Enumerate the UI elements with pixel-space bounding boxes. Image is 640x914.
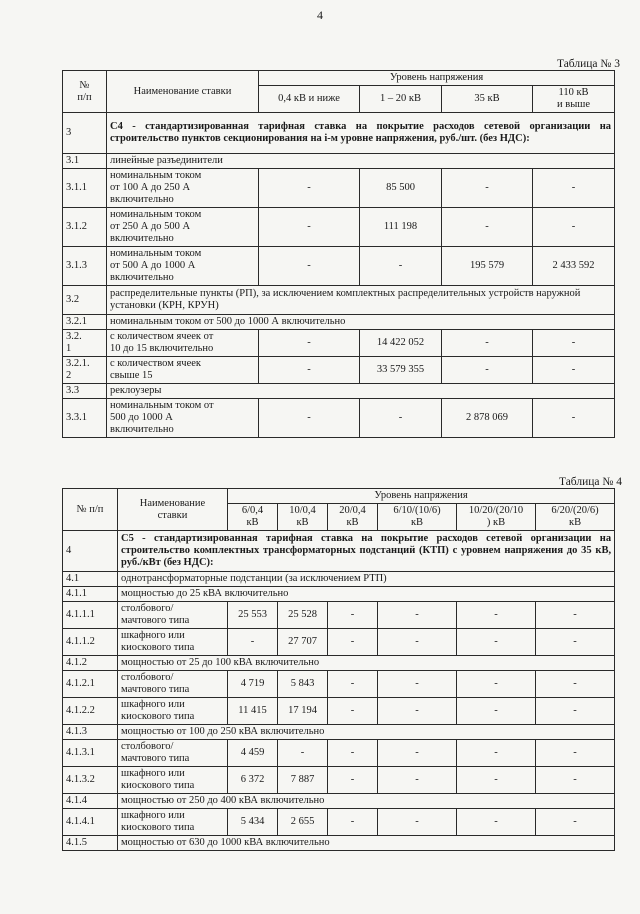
rate-value: - — [378, 629, 457, 656]
rate-value: - — [278, 740, 328, 767]
group-row — [63, 836, 615, 851]
header-level: 110 кВ и выше — [533, 86, 615, 113]
header-voltage-level: Уровень напряжения — [228, 489, 615, 504]
section-title: С4 - стандартизированная тарифная ставка на покрытие расходов сетевой организации на строительство пунктов секционирования на i-м уровне напряжения, руб./шт. (без НДС): — [107, 113, 615, 154]
rate-value: - — [378, 671, 457, 698]
rate-value: - — [457, 740, 536, 767]
row-num: 4.1.4 — [63, 794, 118, 809]
rate-name: шкафного или киоскового типа — [118, 698, 228, 725]
header-num: № п/п — [63, 71, 107, 113]
rate-value: - — [536, 698, 615, 725]
rate-value: 33 579 355 — [360, 357, 442, 384]
row-num: 4.1.5 — [63, 836, 118, 851]
rate-value: - — [259, 399, 360, 438]
rate-value: - — [457, 809, 536, 836]
group-row — [63, 725, 615, 740]
header-num: № п/п — [63, 489, 118, 531]
table-row — [63, 208, 615, 247]
table-row — [63, 330, 615, 357]
rate-name: номинальным током от 500 до 1000 А включительно — [107, 399, 259, 438]
row-num: 4.1.2.2 — [63, 698, 118, 725]
rate-value: 11 415 — [228, 698, 278, 725]
rate-value: - — [378, 767, 457, 794]
group-title: реклоузеры — [107, 384, 615, 399]
table-row — [63, 671, 615, 698]
row-num: 4.1.1.1 — [63, 602, 118, 629]
table-row — [63, 247, 615, 286]
row-num: 3.2.1. 2 — [63, 357, 107, 384]
rate-value: - — [442, 330, 533, 357]
rate-value: 25 553 — [228, 602, 278, 629]
row-num: 4.1.2 — [63, 656, 118, 671]
table-row — [63, 602, 615, 629]
table4-body — [63, 489, 615, 851]
rate-value: - — [457, 671, 536, 698]
section-title: С5 - стандартизированная тарифная ставка на покрытие расходов сетевой организации на строительство комплектных трансформаторных подстанций (КТП) с уровнем напряжения до 35 кВ, руб./кВт (без НДС): — [118, 531, 615, 572]
rate-name: номинальным током от 500 А до 1000 А включительно — [107, 247, 259, 286]
rate-value: - — [328, 698, 378, 725]
rate-value: - — [328, 671, 378, 698]
rate-value: - — [536, 671, 615, 698]
row-num: 3.1.1 — [63, 169, 107, 208]
rate-value: 14 422 052 — [360, 330, 442, 357]
rate-value: - — [533, 169, 615, 208]
group-title: номинальным током от 500 до 1000 А включительно — [107, 315, 615, 330]
rate-value: 27 707 — [278, 629, 328, 656]
header-level: 0,4 кВ и ниже — [259, 86, 360, 113]
table-row — [63, 698, 615, 725]
header-level: 10/0,4 кВ — [278, 504, 328, 531]
table-row — [63, 399, 615, 438]
rate-value: - — [442, 357, 533, 384]
rate-value: - — [228, 629, 278, 656]
row-num: 3 — [63, 113, 107, 154]
group-row — [63, 572, 615, 587]
table-4 — [62, 488, 615, 851]
rate-value: - — [328, 602, 378, 629]
row-num: 3.2. 1 — [63, 330, 107, 357]
group-title: линейные разъединители — [107, 154, 615, 169]
header-level: 1 – 20 кВ — [360, 86, 442, 113]
rate-value: - — [536, 602, 615, 629]
table3-section-row — [63, 113, 615, 154]
rate-value: - — [533, 208, 615, 247]
rate-name: шкафного или киоскового типа — [118, 767, 228, 794]
rate-value: - — [442, 169, 533, 208]
rate-value: 2 655 — [278, 809, 328, 836]
rate-value: - — [328, 629, 378, 656]
rate-value: - — [259, 169, 360, 208]
header-level: 10/20/(20/10 ) кВ — [457, 504, 536, 531]
rate-value: 4 459 — [228, 740, 278, 767]
group-row — [63, 384, 615, 399]
header-name: Наименование ставки — [107, 71, 259, 113]
rate-value: - — [259, 330, 360, 357]
header-level: 20/0,4 кВ — [328, 504, 378, 531]
table3-body — [63, 71, 615, 438]
rate-value: 4 719 — [228, 671, 278, 698]
rate-name: номинальным током от 250 А до 500 А включительно — [107, 208, 259, 247]
header-level: 35 кВ — [442, 86, 533, 113]
rate-value: - — [360, 399, 442, 438]
group-row — [63, 315, 615, 330]
row-num: 4.1.4.1 — [63, 809, 118, 836]
row-num: 3.1 — [63, 154, 107, 169]
rate-name: столбового/ мачтового типа — [118, 602, 228, 629]
table4-caption: Таблица № 4 — [558, 476, 622, 488]
group-row — [63, 587, 615, 602]
table-3 — [62, 70, 615, 438]
rate-value: 111 198 — [360, 208, 442, 247]
table4-header-row — [63, 489, 615, 504]
rate-value: 17 194 — [278, 698, 328, 725]
header-voltage-level: Уровень напряжения — [259, 71, 615, 86]
group-row — [63, 154, 615, 169]
header-name: Наименование ставки — [118, 489, 228, 531]
table-row — [63, 740, 615, 767]
group-title: мощностью от 100 до 250 кВА включительно — [118, 725, 615, 740]
group-title: мощностью от 25 до 100 кВА включительно — [118, 656, 615, 671]
page-number: 4 — [317, 8, 323, 22]
rate-value: - — [378, 602, 457, 629]
rate-value: - — [378, 809, 457, 836]
rate-value: 85 500 — [360, 169, 442, 208]
row-num: 4.1.2.1 — [63, 671, 118, 698]
row-num: 3.3 — [63, 384, 107, 399]
rate-value: - — [360, 247, 442, 286]
rate-value: - — [457, 629, 536, 656]
group-title: мощностью от 630 до 1000 кВА включительно — [118, 836, 615, 851]
table4-section-row — [63, 531, 615, 572]
rate-value: 7 887 — [278, 767, 328, 794]
rate-value: 2 433 592 — [533, 247, 615, 286]
row-num: 3.2 — [63, 286, 107, 315]
table3-caption: Таблица № 3 — [556, 58, 620, 70]
rate-name: шкафного или киоскового типа — [118, 809, 228, 836]
rate-value: - — [378, 740, 457, 767]
row-num: 4 — [63, 531, 118, 572]
rate-name: шкафного или киоскового типа — [118, 629, 228, 656]
rate-value: - — [457, 698, 536, 725]
rate-value: 5 434 — [228, 809, 278, 836]
rate-value: - — [328, 740, 378, 767]
rate-value: 25 528 — [278, 602, 328, 629]
row-num: 4.1.3 — [63, 725, 118, 740]
rate-value: - — [533, 357, 615, 384]
row-num: 3.3.1 — [63, 399, 107, 438]
rate-name: с количеством ячеек от 10 до 15 включительно — [107, 330, 259, 357]
rate-value: - — [536, 767, 615, 794]
table-row — [63, 357, 615, 384]
rate-value: - — [259, 208, 360, 247]
group-title: однотрансформаторные подстанции (за исключением РТП) — [118, 572, 615, 587]
rate-value: - — [536, 809, 615, 836]
rate-value: - — [533, 330, 615, 357]
group-row — [63, 794, 615, 809]
row-num: 3.1.2 — [63, 208, 107, 247]
header-level: 6/10/(10/6) кВ — [378, 504, 457, 531]
row-num: 3.2.1 — [63, 315, 107, 330]
row-num: 4.1.1.2 — [63, 629, 118, 656]
rate-value: - — [259, 247, 360, 286]
rate-value: - — [328, 767, 378, 794]
group-title: распределительные пункты (РП), за исключением комплектных распределительных устройств наружной установки (КРН, КРУН) — [107, 286, 615, 315]
row-num: 3.1.3 — [63, 247, 107, 286]
table-row — [63, 809, 615, 836]
rate-value: - — [536, 629, 615, 656]
row-num: 4.1.1 — [63, 587, 118, 602]
table-row — [63, 629, 615, 656]
rate-value: 6 372 — [228, 767, 278, 794]
table3-header-row — [63, 71, 615, 86]
rate-name: столбового/ мачтового типа — [118, 740, 228, 767]
rate-value: - — [378, 698, 457, 725]
group-row — [63, 286, 615, 315]
rate-value: - — [442, 208, 533, 247]
row-num: 4.1.3.2 — [63, 767, 118, 794]
rate-name: столбового/ мачтового типа — [118, 671, 228, 698]
rate-value: - — [328, 809, 378, 836]
rate-value: 5 843 — [278, 671, 328, 698]
row-num: 4.1.3.1 — [63, 740, 118, 767]
rate-name: с количеством ячеек свыше 15 — [107, 357, 259, 384]
row-num: 4.1 — [63, 572, 118, 587]
group-title: мощностью от 250 до 400 кВА включительно — [118, 794, 615, 809]
rate-value: 2 878 069 — [442, 399, 533, 438]
rate-value: - — [259, 357, 360, 384]
rate-value: - — [536, 740, 615, 767]
rate-value: - — [457, 767, 536, 794]
rate-value: 195 579 — [442, 247, 533, 286]
table-row — [63, 169, 615, 208]
rate-value: - — [533, 399, 615, 438]
header-level: 6/0,4 кВ — [228, 504, 278, 531]
rate-name: номинальным током от 100 А до 250 А включительно — [107, 169, 259, 208]
group-title: мощностью до 25 кВА включительно — [118, 587, 615, 602]
group-row — [63, 656, 615, 671]
table-row — [63, 767, 615, 794]
header-level: 6/20/(20/6) кВ — [536, 504, 615, 531]
rate-value: - — [457, 602, 536, 629]
